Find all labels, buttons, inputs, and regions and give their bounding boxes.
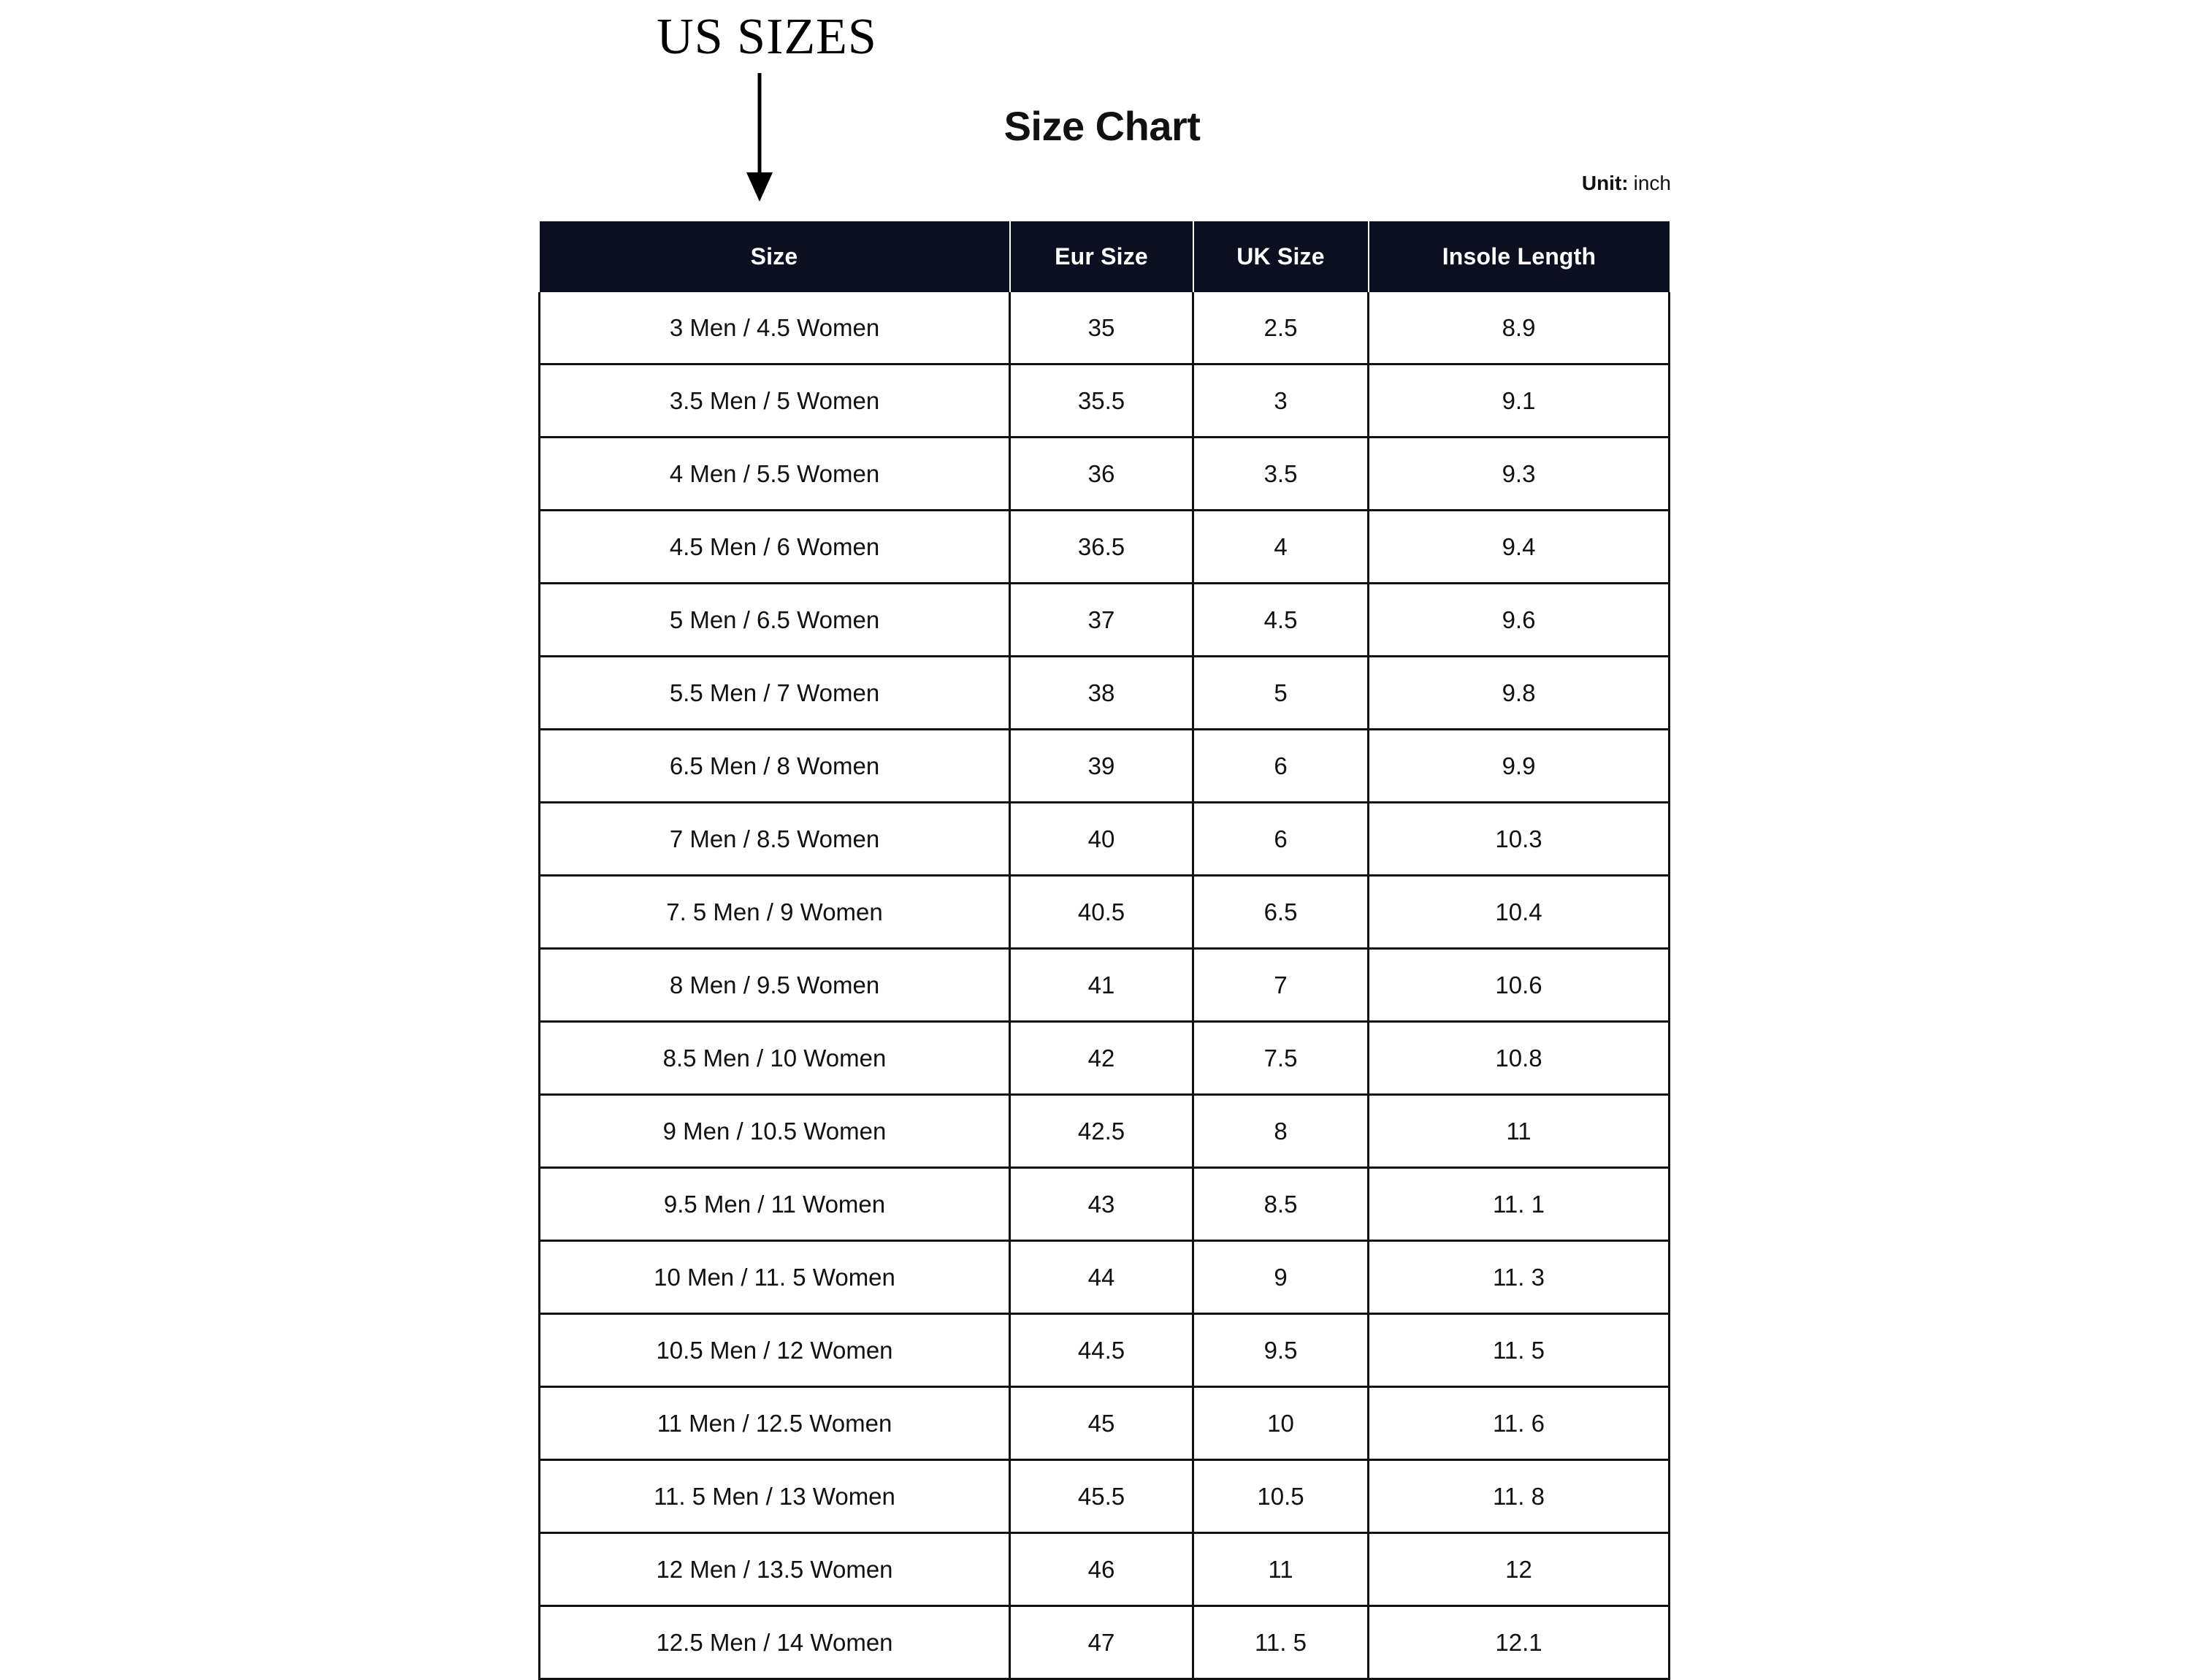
table-row (540, 1460, 1670, 1533)
cell-insole-length: 10.4 (1369, 876, 1670, 949)
cell-size: 5 Men / 6.5 Women (540, 584, 1010, 657)
table-row (540, 1095, 1670, 1168)
cell-size: 8 Men / 9.5 Women (540, 949, 1010, 1022)
cell-eur-size: 35.5 (1010, 364, 1193, 438)
cell-insole-length: 11. 3 (1369, 1241, 1670, 1314)
cell-size: 3.5 Men / 5 Women (540, 364, 1010, 438)
cell-size: 7. 5 Men / 9 Women (540, 876, 1010, 949)
cell-uk-size: 7 (1193, 949, 1369, 1022)
unit-label: Unit: (1581, 172, 1629, 194)
cell-eur-size: 35 (1010, 292, 1193, 364)
table-row (540, 876, 1670, 949)
cell-eur-size: 40 (1010, 803, 1193, 876)
cell-size: 6.5 Men / 8 Women (540, 730, 1010, 803)
cell-insole-length: 9.3 (1369, 438, 1670, 511)
cell-uk-size: 5 (1193, 657, 1369, 730)
cell-insole-length: 11. 8 (1369, 1460, 1670, 1533)
cell-eur-size: 47 (1010, 1606, 1193, 1679)
cell-uk-size: 4 (1193, 511, 1369, 584)
table-row (540, 364, 1670, 438)
cell-insole-length: 11. 5 (1369, 1314, 1670, 1387)
table-row (540, 1606, 1670, 1679)
cell-size: 11. 5 Men / 13 Women (540, 1460, 1010, 1533)
cell-size: 5.5 Men / 7 Women (540, 657, 1010, 730)
table-body (540, 292, 1670, 1679)
table-row (540, 438, 1670, 511)
cell-insole-length: 9.6 (1369, 584, 1670, 657)
cell-size: 4.5 Men / 6 Women (540, 511, 1010, 584)
cell-insole-length: 12 (1369, 1533, 1670, 1606)
table-row (540, 1387, 1670, 1460)
table-row (540, 803, 1670, 876)
table-row (540, 1314, 1670, 1387)
cell-eur-size: 45.5 (1010, 1460, 1193, 1533)
cell-insole-length: 10.6 (1369, 949, 1670, 1022)
cell-uk-size: 9 (1193, 1241, 1369, 1314)
cell-eur-size: 45 (1010, 1387, 1193, 1460)
table-row (540, 1241, 1670, 1314)
cell-insole-length: 11. 6 (1369, 1387, 1670, 1460)
cell-size: 11 Men / 12.5 Women (540, 1387, 1010, 1460)
cell-eur-size: 43 (1010, 1168, 1193, 1241)
cell-uk-size: 9.5 (1193, 1314, 1369, 1387)
cell-eur-size: 37 (1010, 584, 1193, 657)
unit-value: inch (1633, 172, 1671, 194)
cell-eur-size: 42.5 (1010, 1095, 1193, 1168)
cell-size: 7 Men / 8.5 Women (540, 803, 1010, 876)
cell-eur-size: 36 (1010, 438, 1193, 511)
table-row (540, 1533, 1670, 1606)
cell-insole-length: 10.3 (1369, 803, 1670, 876)
cell-insole-length: 11 (1369, 1095, 1670, 1168)
cell-eur-size: 41 (1010, 949, 1193, 1022)
cell-eur-size: 36.5 (1010, 511, 1193, 584)
cell-eur-size: 40.5 (1010, 876, 1193, 949)
cell-insole-length: 12.1 (1369, 1606, 1670, 1679)
us-sizes-annotation-label: US SIZES (657, 9, 877, 65)
cell-uk-size: 10 (1193, 1387, 1369, 1460)
cell-size: 12.5 Men / 14 Women (540, 1606, 1010, 1679)
table-row (540, 949, 1670, 1022)
cell-insole-length: 9.9 (1369, 730, 1670, 803)
page-title (0, 102, 2191, 150)
table-row (540, 511, 1670, 584)
column-header-insole-length: Insole Length (1369, 221, 1670, 292)
table-row (540, 1022, 1670, 1095)
table-row (540, 292, 1670, 364)
table-header-row (540, 221, 1670, 292)
cell-uk-size: 11. 5 (1193, 1606, 1369, 1679)
table-row (540, 730, 1670, 803)
cell-uk-size: 8.5 (1193, 1168, 1369, 1241)
cell-uk-size: 6 (1193, 803, 1369, 876)
cell-insole-length: 9.8 (1369, 657, 1670, 730)
column-header-size: Size (540, 221, 1010, 292)
cell-eur-size: 42 (1010, 1022, 1193, 1095)
cell-insole-length: 10.8 (1369, 1022, 1670, 1095)
table-row (540, 657, 1670, 730)
cell-insole-length: 11. 1 (1369, 1168, 1670, 1241)
cell-eur-size: 39 (1010, 730, 1193, 803)
cell-eur-size: 38 (1010, 657, 1193, 730)
page-title-text: Size Chart (1003, 103, 1201, 149)
cell-size: 10 Men / 11. 5 Women (540, 1241, 1010, 1314)
cell-eur-size: 44 (1010, 1241, 1193, 1314)
cell-insole-length: 8.9 (1369, 292, 1670, 364)
cell-uk-size: 10.5 (1193, 1460, 1369, 1533)
cell-size: 8.5 Men / 10 Women (540, 1022, 1010, 1095)
size-chart-table-wrapper (538, 221, 1668, 1680)
cell-uk-size: 7.5 (1193, 1022, 1369, 1095)
table-row (540, 584, 1670, 657)
cell-size: 9 Men / 10.5 Women (540, 1095, 1010, 1168)
cell-size: 10.5 Men / 12 Women (540, 1314, 1010, 1387)
cell-size: 9.5 Men / 11 Women (540, 1168, 1010, 1241)
cell-uk-size: 6 (1193, 730, 1369, 803)
cell-size: 4 Men / 5.5 Women (540, 438, 1010, 511)
unit-line (1582, 172, 1671, 195)
cell-uk-size: 2.5 (1193, 292, 1369, 364)
table-row (540, 1168, 1670, 1241)
us-sizes-annotation (599, 10, 935, 64)
cell-uk-size: 3.5 (1193, 438, 1369, 511)
cell-uk-size: 4.5 (1193, 584, 1369, 657)
cell-eur-size: 46 (1010, 1533, 1193, 1606)
size-chart-table (538, 221, 1670, 1680)
table-header (540, 221, 1670, 292)
cell-insole-length: 9.4 (1369, 511, 1670, 584)
cell-eur-size: 44.5 (1010, 1314, 1193, 1387)
column-header-uk-size: UK Size (1193, 221, 1369, 292)
cell-uk-size: 11 (1193, 1533, 1369, 1606)
cell-uk-size: 6.5 (1193, 876, 1369, 949)
cell-size: 3 Men / 4.5 Women (540, 292, 1010, 364)
cell-size: 12 Men / 13.5 Women (540, 1533, 1010, 1606)
column-header-eur-size: Eur Size (1010, 221, 1193, 292)
cell-insole-length: 9.1 (1369, 364, 1670, 438)
cell-uk-size: 3 (1193, 364, 1369, 438)
cell-uk-size: 8 (1193, 1095, 1369, 1168)
